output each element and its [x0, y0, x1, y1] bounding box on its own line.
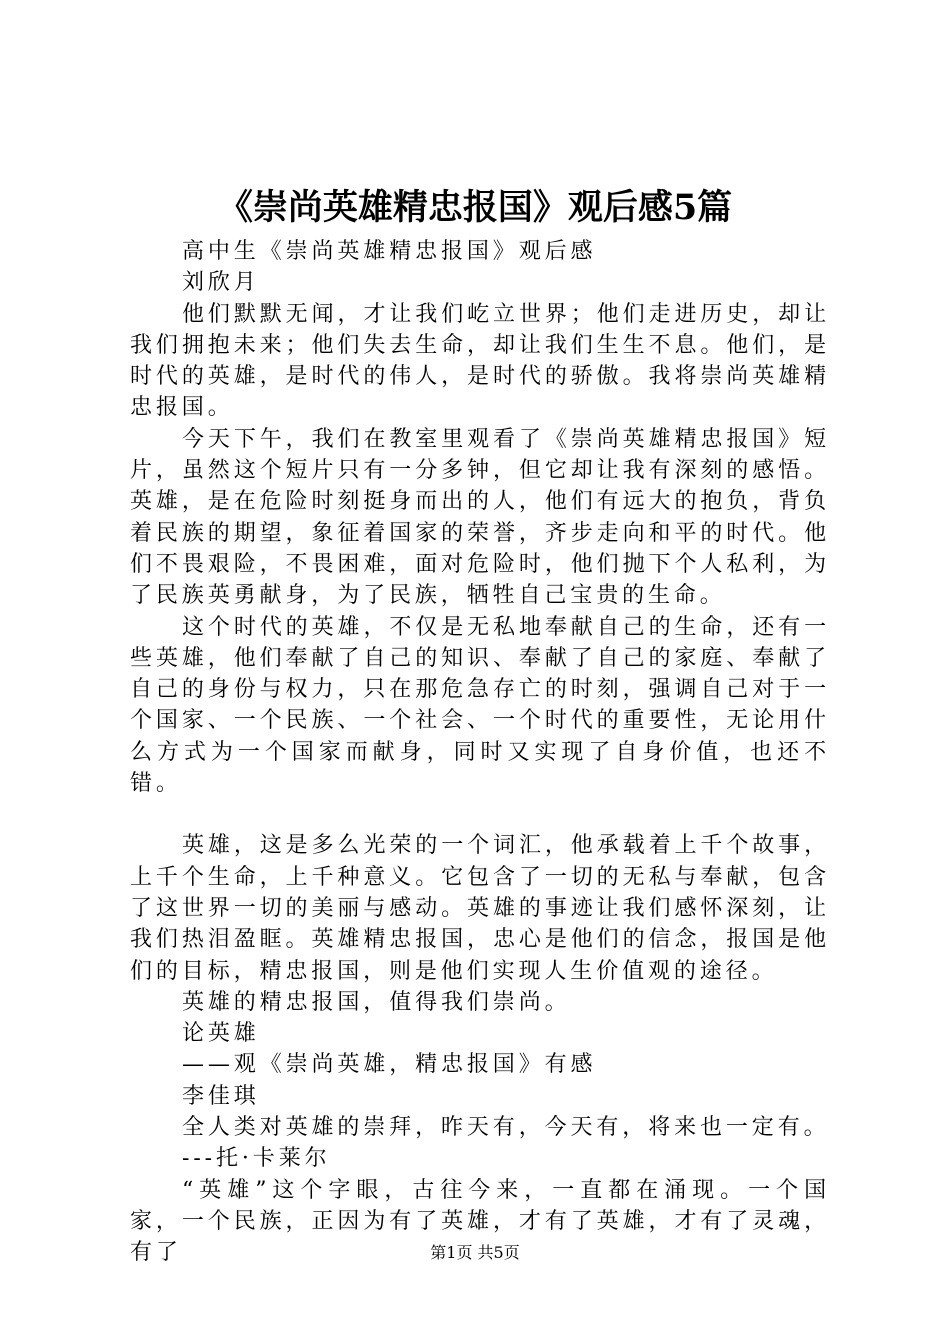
- body-paragraph: 这个时代的英雄，不仅是无私地奉献自己的生命，还有一些英雄，他们奉献了自己的知识、奉献了自己的家庭、奉献了自己的身份与权力，只在那危急存亡的时刻，强调自己对于一个国家、一个民族、一个社会、一个时代的重要性，无论用什么方式为一个国家而献身，同时又实现了自身价值，也还不错。: [130, 614, 830, 797]
- body-paragraph: 英雄的精忠报国，值得我们崇尚。: [182, 989, 571, 1015]
- author-line: 李佳琪: [182, 1083, 260, 1109]
- page-number: 第1页 共5页: [430, 1243, 520, 1262]
- paragraph-gap: [130, 799, 830, 830]
- section-heading: 论英雄: [182, 1021, 260, 1047]
- quote-line: 全人类对英雄的崇拜，昨天有，今天有，将来也一定有。: [182, 1115, 830, 1141]
- body-paragraph: 英雄，这是多么光荣的一个词汇，他承载着上千个故事，上千个生命，上千种意义。它包含了一切的无私与奉献，包含了这世界一切的美丽与感动。英雄的事迹让我们感怀深刻，让我们热泪盈眶。英雄精忠报国，忠心是他们的信念，报国是他们的目标，精忠报国，则是他们实现人生价值观的途径。: [130, 833, 830, 984]
- body-paragraph: 他们默默无闻，才让我们屹立世界；他们走进历史，却让我们拥抱未来；他们失去生命，却让我们生生不息。他们，是时代的英雄，是时代的伟人，是时代的骄傲。我将崇尚英雄精忠报国。: [130, 301, 830, 421]
- author-line: 刘欣月: [182, 270, 260, 296]
- quote-attribution: ---托·卡莱尔: [182, 1146, 331, 1172]
- body-paragraph: “英雄”这个字眼，古往今来，一直都在涌现。一个国家，一个民族，正因为有了英雄，才有了英雄，才有了灵魂，有了: [130, 1177, 830, 1266]
- section-subheading: ——观《崇尚英雄，精忠报国》有感: [182, 1052, 597, 1078]
- document-body: [130, 236, 830, 1269]
- subtitle-line: 高中生《崇尚英雄精忠报国》观后感: [182, 239, 597, 264]
- document-title: 《崇尚英雄精忠报国》观后感5篇: [217, 187, 733, 228]
- body-paragraph: 今天下午，我们在教室里观看了《崇尚英雄精忠报国》短片，虽然这个短片只有一分多钟，但它却让我有深刻的感悟。英雄，是在危险时刻挺身而出的人，他们有远大的抱负，背负着民族的期望，象征着国家的荣誉，齐步走向和平的时代。他们不畏艰险，不畏困难，面对危险时，他们抛下个人私利，为了民族英勇献身，为了民族，牺牲自己宝贵的生命。: [130, 426, 830, 609]
